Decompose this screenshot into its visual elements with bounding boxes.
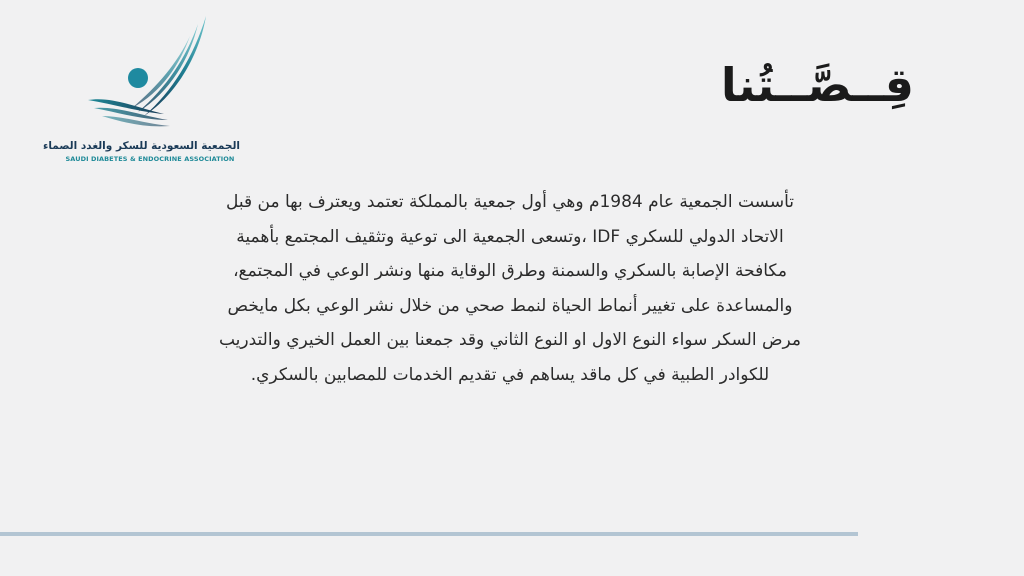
logo-arabic-name: الجمعية السعودية للسكر والغدد الصماء xyxy=(42,140,240,152)
paragraph-line: الاتحاد الدولي للسكري IDF ،وتسعى الجمعية الى توعية وتثقيف المجتمع بأهمية xyxy=(236,226,784,247)
association-logo xyxy=(42,12,240,172)
paragraph-line: والمساعدة على تغيير أنماط الحياة لنمط صحي من خلال نشر الوعي بكل مايخص xyxy=(227,295,793,316)
logo-english-name: SAUDI DIABETES & ENDOCRINE ASSOCIATION xyxy=(65,155,235,163)
paragraph-line: مكافحة الإصابة بالسكري والسمنة وطرق الوقاية منها ونشر الوعي في المجتمع، xyxy=(233,261,787,281)
logo-emblem-icon xyxy=(82,12,218,140)
paragraph-line: مرض السكر سواء النوع الاول او النوع الثاني وقد جمعنا بين العمل الخيري والتدريب xyxy=(218,330,802,350)
about-paragraph xyxy=(150,185,870,392)
bottom-divider xyxy=(0,532,858,536)
page-title: قِــصَّــتُنا xyxy=(720,58,914,112)
paragraph-line: تأسست الجمعية عام 1984م وهي أول جمعية بالمملكة تعتمد ويعترف بها من قبل xyxy=(226,192,794,212)
paragraph-line: للكوادر الطبية في كل ماقد يساهم في تقديم الخدمات للمصابين بالسكري. xyxy=(250,364,770,385)
